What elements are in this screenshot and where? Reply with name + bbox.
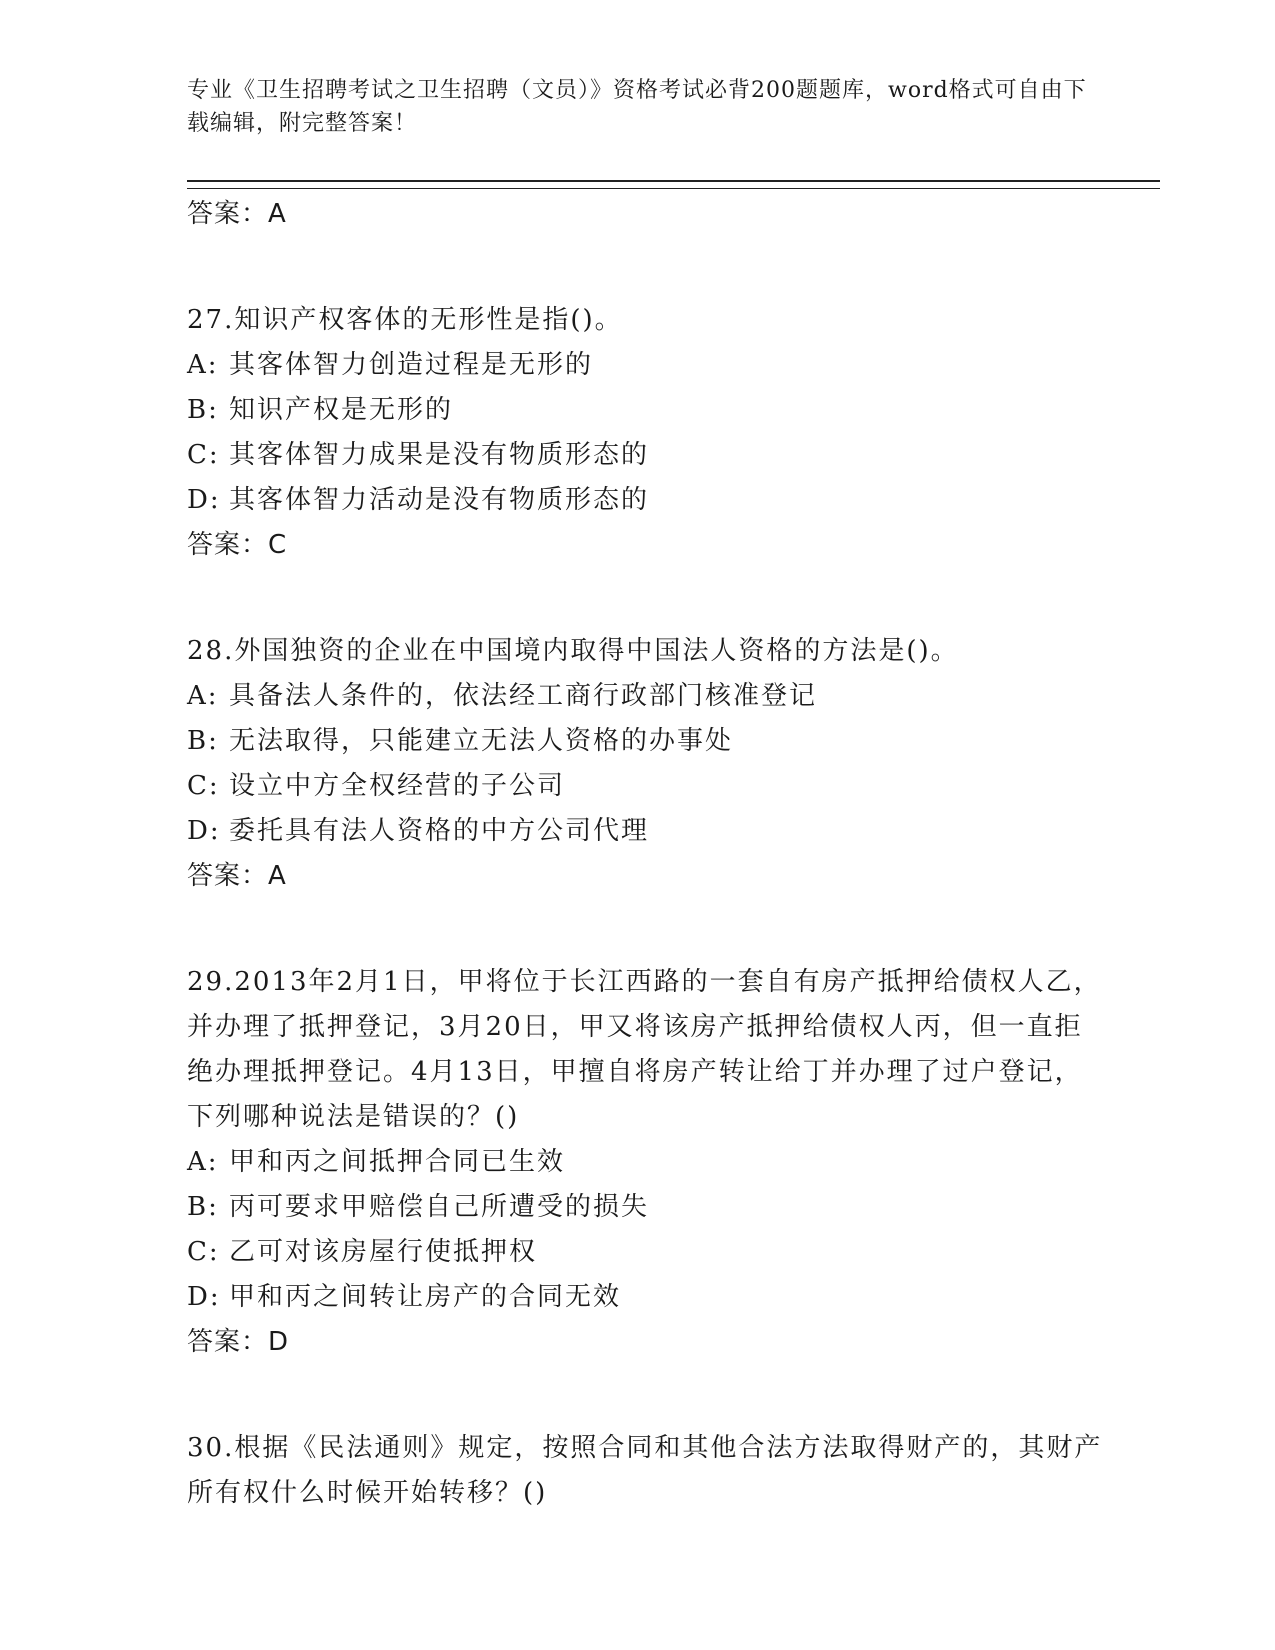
option-text: 设立中方全权经营的子公司 [229,771,566,801]
option-b [187,1185,1107,1230]
answer-27: 答案：C [187,530,288,560]
option-d [187,1275,1107,1320]
question-text: 29.2013年2月1日，甲将位于长江西路的一套自有房产抵押给债权人乙，并办理了抵押登记，3月20日，甲又将该房产抵押给债权人丙，但一直拒绝办理抵押登记。4月13日，甲擅自将房产转让给丁并办理了过户登记，下列哪种说法是错误的？() [187,967,1102,1132]
option-d [187,809,1107,854]
answer-28: 答案：A [187,861,287,891]
option-text: 其客体智力成果是没有物质形态的 [229,440,650,470]
option-letter: D: [187,1282,221,1312]
option-letter: B: [187,1192,219,1222]
option-d [187,478,1107,523]
option-letter: A: [187,681,219,711]
question-28 [187,629,1107,898]
option-a [187,1140,1107,1185]
option-letter: C: [187,771,220,801]
option-text: 甲和丙之间抵押合同已生效 [229,1147,566,1177]
option-letter: B: [187,726,219,756]
option-letter: D: [187,485,221,515]
option-text: 甲和丙之间转让房产的合同无效 [229,1282,622,1312]
option-text: 其客体智力活动是没有物质形态的 [229,485,650,515]
question-list [187,192,1107,1516]
question-text: 28.外国独资的企业在中国境内取得中国法人资格的方法是()。 [187,636,959,666]
question-text: 30.根据《民法通则》规定，按照合同和其他合法方法取得财产的，其财产所有权什么时候开始转移？() [187,1433,1103,1508]
option-text: 具备法人条件的，依法经工商行政部门核准登记 [229,681,818,711]
option-text: 丙可要求甲赔偿自己所遭受的损失 [229,1192,650,1222]
answer-26: 答案：A [187,199,287,229]
header-divider [187,180,1160,189]
option-letter: C: [187,1237,220,1267]
question-29 [187,960,1107,1364]
option-text: 知识产权是无形的 [229,395,454,425]
option-text: 无法取得，只能建立无法人资格的办事处 [229,726,734,756]
page-header: 专业《卫生招聘考试之卫生招聘（文员）》资格考试必背200题题库，word格式可自由下载编辑，附完整答案！ [187,78,1087,136]
question-text: 27.知识产权客体的无形性是指()。 [187,305,623,335]
option-c [187,433,1107,478]
option-b [187,719,1107,764]
option-letter: A: [187,1147,219,1177]
option-c [187,1230,1107,1275]
option-b [187,388,1107,433]
option-a [187,343,1107,388]
option-c [187,764,1107,809]
option-a [187,674,1107,719]
answer-29: 答案：D [187,1327,290,1357]
option-letter: D: [187,816,221,846]
option-letter: A: [187,350,219,380]
option-letter: B: [187,395,219,425]
question-30 [187,1426,1107,1516]
option-text: 乙可对该房屋行使抵押权 [229,1237,538,1267]
option-text: 委托具有法人资格的中方公司代理 [229,816,650,846]
question-27 [187,298,1107,567]
option-letter: C: [187,440,220,470]
option-text: 其客体智力创造过程是无形的 [229,350,594,380]
